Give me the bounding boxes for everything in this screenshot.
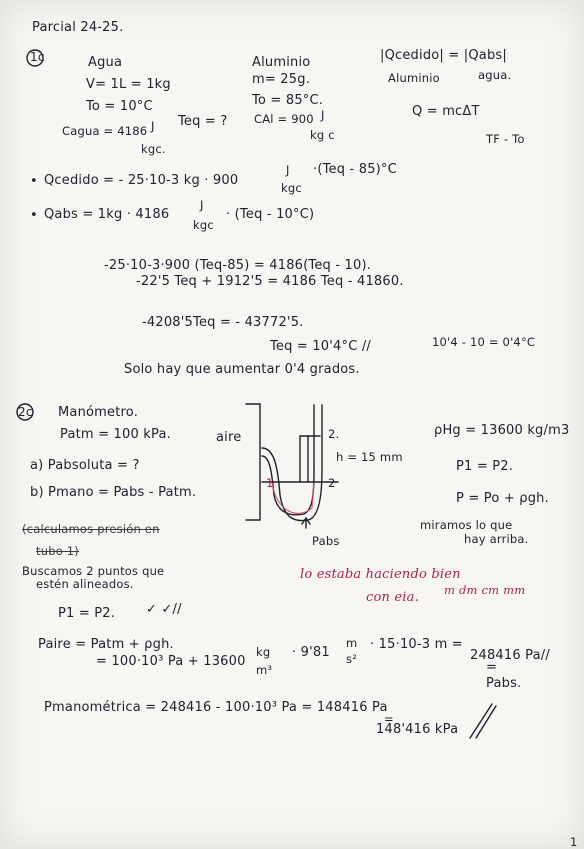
question-b: b) Pmano = Pabs - Patm. [30,485,197,500]
agua-specific-heat: Cagua = 4186 [62,124,148,138]
gravity-value: · 9'81 [292,645,330,660]
q-cedido-unit-denominator: kgc [281,181,302,195]
gravity-unit-denominator: s² [346,652,358,666]
heat-balance: |Qcedido| = |Qabs| [380,48,507,63]
height-substitution: · 15·10-3 m = [370,637,463,652]
manometro-title: Manómetro. [58,405,139,420]
look-above-2: hay arriba. [464,532,529,546]
heat-balance-left-label: Aluminio [388,71,440,85]
agua-initial-temp: To = 10°C [86,99,153,114]
q-abs-unit-denominator: kgc [193,218,214,232]
point-2-top: 2. [328,427,340,441]
p1-equals-p2: P1 = P2. [58,606,116,621]
aluminio-title: Aluminio [252,55,311,70]
teq-question: Teq = ? [178,114,228,129]
mercury-density: ρHg = 13600 kg/m3 [434,423,570,438]
equation-result: Teq = 10'4°C // [270,339,371,354]
patm-value: Patm = 100 kPa. [60,427,171,442]
p1-equals-p2-right: P1 = P2. [456,459,514,474]
search-points-2: estén alineados. [36,577,134,591]
question-a: a) Pabsoluta = ? [30,458,140,473]
q-cedido-unit-numerator: J [286,163,290,177]
page-header: Parcial 24-25. [32,20,124,35]
pressure-formula: P = Po + ρgh. [456,491,549,506]
final-result: 148'416 kPa [376,722,459,737]
conclusion: Solo hay que aumentar 0'4 grados. [124,362,360,377]
bullet-1: • [30,174,38,189]
aluminio-c-denominator: kg c [310,128,335,142]
unit-ladder: m dm cm mm [444,583,526,597]
density-unit-numerator: kg [256,645,271,659]
aluminio-mass: m= 25g. [252,72,311,87]
aluminio-specific-heat: CAl = 900 [254,112,314,126]
point-1: 1 [266,476,274,490]
p-aire-result: 248416 Pa// [470,648,550,663]
struck-note-2: tubo 1) [36,544,79,558]
q-abs-equation: Qabs = 1kg · 4186 [44,207,170,222]
q-abs-temp-term: · (Teq - 10°C) [226,207,315,222]
aluminio-initial-temp: To = 85°C. [252,93,324,108]
heat-balance-right-label: agua. [478,68,512,82]
bullet-2: • [30,208,38,223]
problem-number-1: 1c [30,50,45,64]
equals-symbol: = [486,660,498,675]
check-marks: ✓ ✓// [146,602,182,617]
red-note-1: lo estaba haciendo bien [300,567,461,582]
agua-volume: V= 1L = 1kg [86,77,171,92]
struck-note-1: (calculamos presión en [22,522,160,536]
problem-number-2: 2c [18,405,33,419]
agua-title: Agua [88,55,123,70]
equation-step-1: -25·10-3·900 (Teq-85) = 4186(Teq - 10). [104,258,372,273]
p-aire-equation: Paire = Patm + ρgh. [38,637,174,652]
temp-difference: 10'4 - 10 = 0'4°C [432,335,536,349]
equals-symbol-2: = [384,712,394,726]
heat-formula: Q = mcΔT [412,104,480,119]
search-points-1: Buscamos 2 puntos que [22,564,165,578]
look-above-1: miramos lo que [420,518,513,532]
pabs-label: Pabs [312,534,340,548]
p-abs-label: Pabs. [486,676,522,691]
page-number: 1 [570,835,578,849]
height-label: h = 15 mm [336,450,403,464]
red-note-2: con eia. [366,590,419,605]
gravity-unit-numerator: m [346,636,358,650]
delta-t-note: TF - To [486,132,525,146]
q-abs-unit-numerator: J [200,198,204,212]
point-2: 2 [328,476,336,490]
aluminio-c-numerator: J [321,108,325,122]
density-unit-denominator: m³ [256,663,273,677]
agua-c-numerator: J [151,119,155,133]
agua-c-denominator: kgc. [141,142,166,156]
p-manometric-equation: Pmanométrica = 248416 - 100·10³ Pa = 148416 Pa [44,700,388,715]
equation-step-2: -22'5 Teq + 1912'5 = 4186 Teq - 41860. [136,274,404,289]
p-aire-substitution: = 100·10³ Pa + 13600 [96,654,246,669]
q-cedido-temp-term: ·(Teq - 85)°C [313,162,397,177]
q-cedido-equation: Qcedido = - 25·10-3 kg · 900 [44,173,239,188]
aire-label: aire [216,430,242,445]
equation-step-3: -4208'5Teq = - 43772'5. [142,315,304,330]
